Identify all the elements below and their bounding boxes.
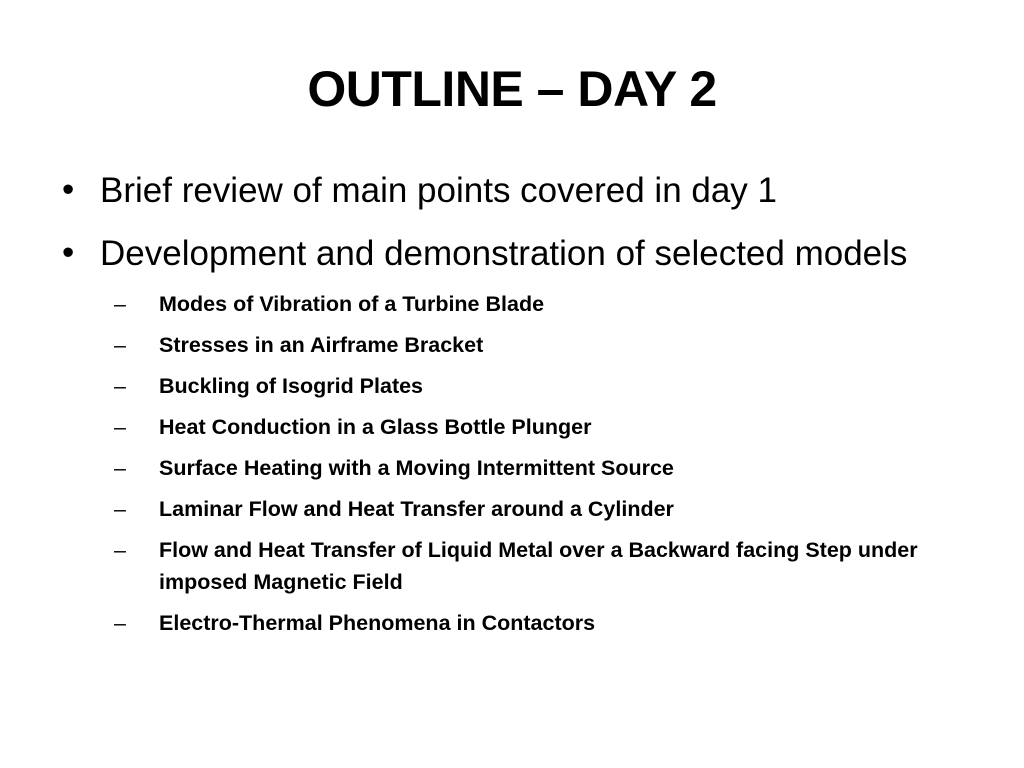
sub-bullet-item — [114, 288, 976, 320]
bullet-item — [62, 227, 962, 639]
sub-bullet-text: Laminar Flow and Heat Transfer around a Cylinder — [159, 497, 674, 521]
sub-bullet-item — [114, 452, 976, 484]
sub-bullet-list — [114, 288, 976, 639]
sub-bullet-text: Electro-Thermal Phenomena in Contactors — [159, 611, 596, 635]
sub-bullet-text: Modes of Vibration of a Turbine Blade — [159, 292, 545, 316]
sub-bullet-text: Surface Heating with a Moving Intermittent Source — [159, 456, 674, 480]
dash-marker: – — [114, 415, 126, 439]
dash-marker: – — [114, 292, 126, 316]
sub-bullet-item — [114, 370, 976, 402]
bullet-text: Development and demonstration of selected models — [100, 234, 908, 273]
sub-bullet-item — [114, 493, 976, 525]
dash-marker: – — [114, 374, 126, 398]
sub-bullet-item — [114, 329, 976, 361]
bullet-item — [62, 164, 962, 217]
slide-title: OUTLINE – DAY 2 — [307, 61, 717, 117]
sub-bullet-text: Stresses in an Airframe Bracket — [159, 333, 484, 357]
sub-bullet-item — [114, 534, 976, 598]
sub-bullet-item — [114, 411, 976, 443]
dash-marker: – — [114, 333, 126, 357]
dash-marker: – — [114, 611, 126, 635]
dash-marker: – — [114, 456, 126, 480]
bullet-text: Brief review of main points covered in day 1 — [100, 171, 777, 210]
dash-marker: – — [114, 497, 126, 521]
sub-bullet-text: Buckling of Isogrid Plates — [159, 374, 424, 398]
sub-bullet-text: Flow and Heat Transfer of Liquid Metal over a Backward facing Step under imposed Magnetic Field — [159, 538, 918, 594]
sub-bullet-text: Heat Conduction in a Glass Bottle Plunger — [159, 415, 592, 439]
dash-marker: – — [114, 538, 126, 562]
bullet-marker: • — [62, 233, 75, 272]
bullet-list — [62, 164, 962, 649]
sub-bullet-item — [114, 607, 976, 639]
bullet-marker: • — [62, 170, 75, 209]
